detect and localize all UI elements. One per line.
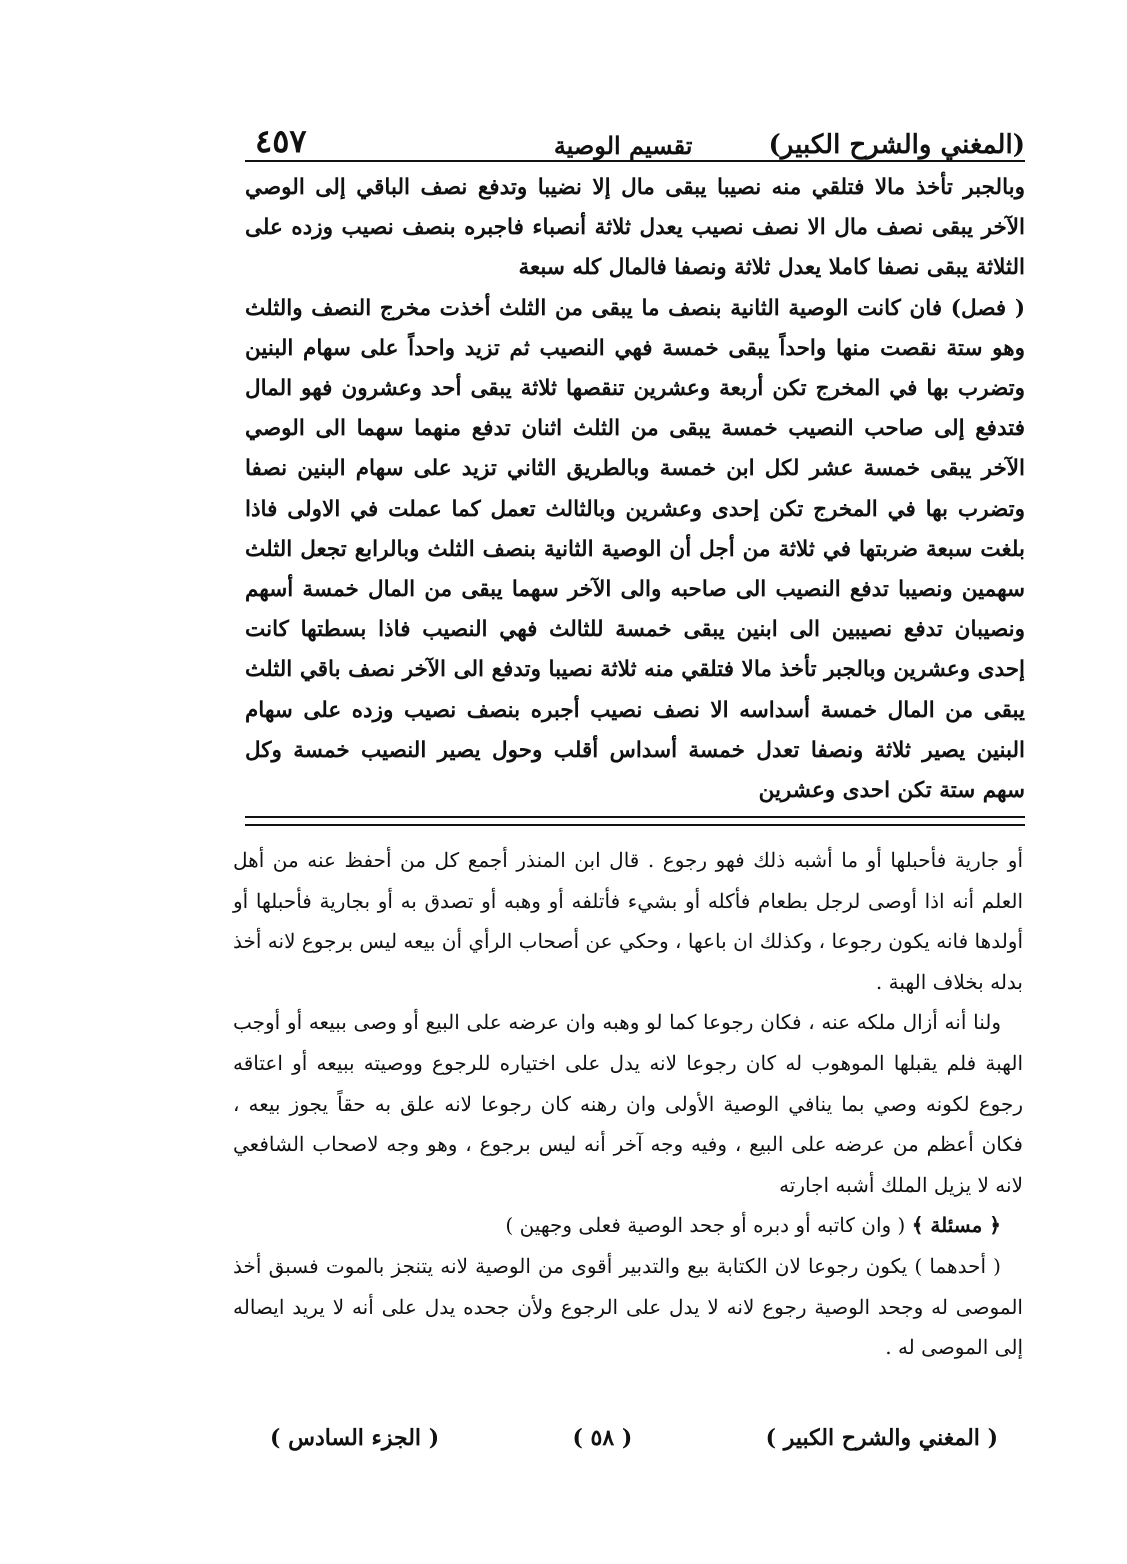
header-chapter-title: تقسيم الوصية [553,131,693,160]
main-paragraph: ( فصل) فان كانت الوصية الثانية بنصف ما يبقى من الثلث أخذت مخرج النصف والثلث وهو ستة نقصت منها واحداً يبقى خمسة فهي النصيب ثم تزيد واحداً على سهام البنين وتضرب بها في المخرج تكن أربعة وعشرين تنقصها ثلاثة يبقى أحد وعشرون فهو المال فتدفع إلى صاحب النصيب خمسة يبقى من الثلث اثنان تدفع منهما سهما الى الوصي الآخر يبقى خمسة عشر لكل ابن خمسة وبالطريق الثاني تزيد على سهام البنين نصفا وتضرب بها في المخرج تكن إحدى وعشرين وبالثالث تعمل كما عملت في الاولى فاذا بلغت سبعة ضربتها في ثلاثة من أجل أن الوصية الثانية بنصف الثلث وبالرابع تجعل الثلث سهمين ونصيبا تدفع النصيب الى صاحبه والى الآخر سهما يبقى من المال خمسة أسهم ونصيبان تدفع نصيبين الى ابنين يبقى خمسة للثالث فهي النصيب فاذا بسطتها كانت إحدى وعشرين وبالجبر تأخذ مالا فتلقي منه ثلاثة نصيبا وتدفع الى الآخر نصف باقي الثلث يبقى من المال خمسة أسداسه الا نصف نصيب أجبره بنصف نصيب وزده على سهام البنين يصير ثلاثة ونصفا تعدل خمسة أسداس أقلب وحول يصير النصيب خمسة وكل سهم ستة تكن احدى وعشرين [245,295,1025,804]
footer-sheet-number: ( ٥٨ ) [572,1425,633,1451]
main-paragraph: وبالجبر تأخذ مالا فتلقي منه نصيبا يبقى مال إلا نضيبا وتدفع نصف الباقي إلى الوصي الآخر يبقى نصف مال الا نصف نصيب يعدل ثلاثة أنصباء فاجبره بنصف نصيب وزده على الثلاثة يبقى نصفا كاملا يعدل ثلاثة ونصفا فالمال كله سبعة [245,175,1025,281]
commentary-text [233,840,1023,1368]
footer-book-title: ( المغني والشرح الكبير ) [765,1425,998,1451]
main-text [245,168,1025,811]
page-header [245,118,1025,160]
masala-text: ( وان كاتبه أو دبره أو جحد الوصية فعلى وجهين ) [505,1213,906,1238]
commentary-paragraph: ( أحدهما ) يكون رجوعا لان الكتابة بيع والتدبير أقوى من الوصية لانه يتنجز بالموت فسبق أخذ الموصى له وجحد الوصية رجوع لانه لا يدل على الرجوع ولأن جحده يدل على أنه لا يريد ايصاله إلى الموصى له . [233,1253,1023,1360]
footer-volume: ( الجزء السادس ) [270,1425,440,1451]
commentary-paragraph: أو جارية فأحبلها أو ما أشبه ذلك فهو رجوع . قال ابن المنذر أجمع كل من أحفظ عنه من أهل العلم أنه اذا أوصى لرجل بطعام فأكله أو بشيء فأتلفه أو وهبه أو تصدق به أو بجارية فأحبلها أو أولدها فانه يكون رجوعا ، وكذلك ان باعها ، وحكي عن أصحاب الرأي أن بيعه ليس برجوع لانه أخذ بدله بخلاف الهبة . [233,848,1024,994]
header-rule [245,160,1025,162]
masala-label: ﴿ مسئلة ﴾ [911,1213,1001,1238]
section-divider [245,816,1025,826]
page-footer [270,1418,998,1458]
header-book-title: (المغني والشرح الكبير) [768,130,1025,160]
masala-line [233,1205,1023,1246]
header-page-number: ٤٥٧ [255,122,307,160]
commentary-paragraph: ولنا أنه أزال ملكه عنه ، فكان رجوعا كما لو وهبه وان عرضه على البيع أو وصى ببيعه أو أوجب الهبة فلم يقبلها الموهوب له كان رجوعا لانه يدل على اختياره للرجوع ووصيته ببيعه أو اعتاقه رجوع لكونه وصي بما ينافي الوصية الأولى وان رهنه كان رجوعا لانه علق به حقاً يجوز بيعه ، فكان أعظم من عرضه على البيع ، وفيه وجه آخر أنه ليس برجوع ، وهو وجه لاصحاب الشافعي لانه لا يزيل الملك أشبه اجارته [233,1010,1023,1197]
